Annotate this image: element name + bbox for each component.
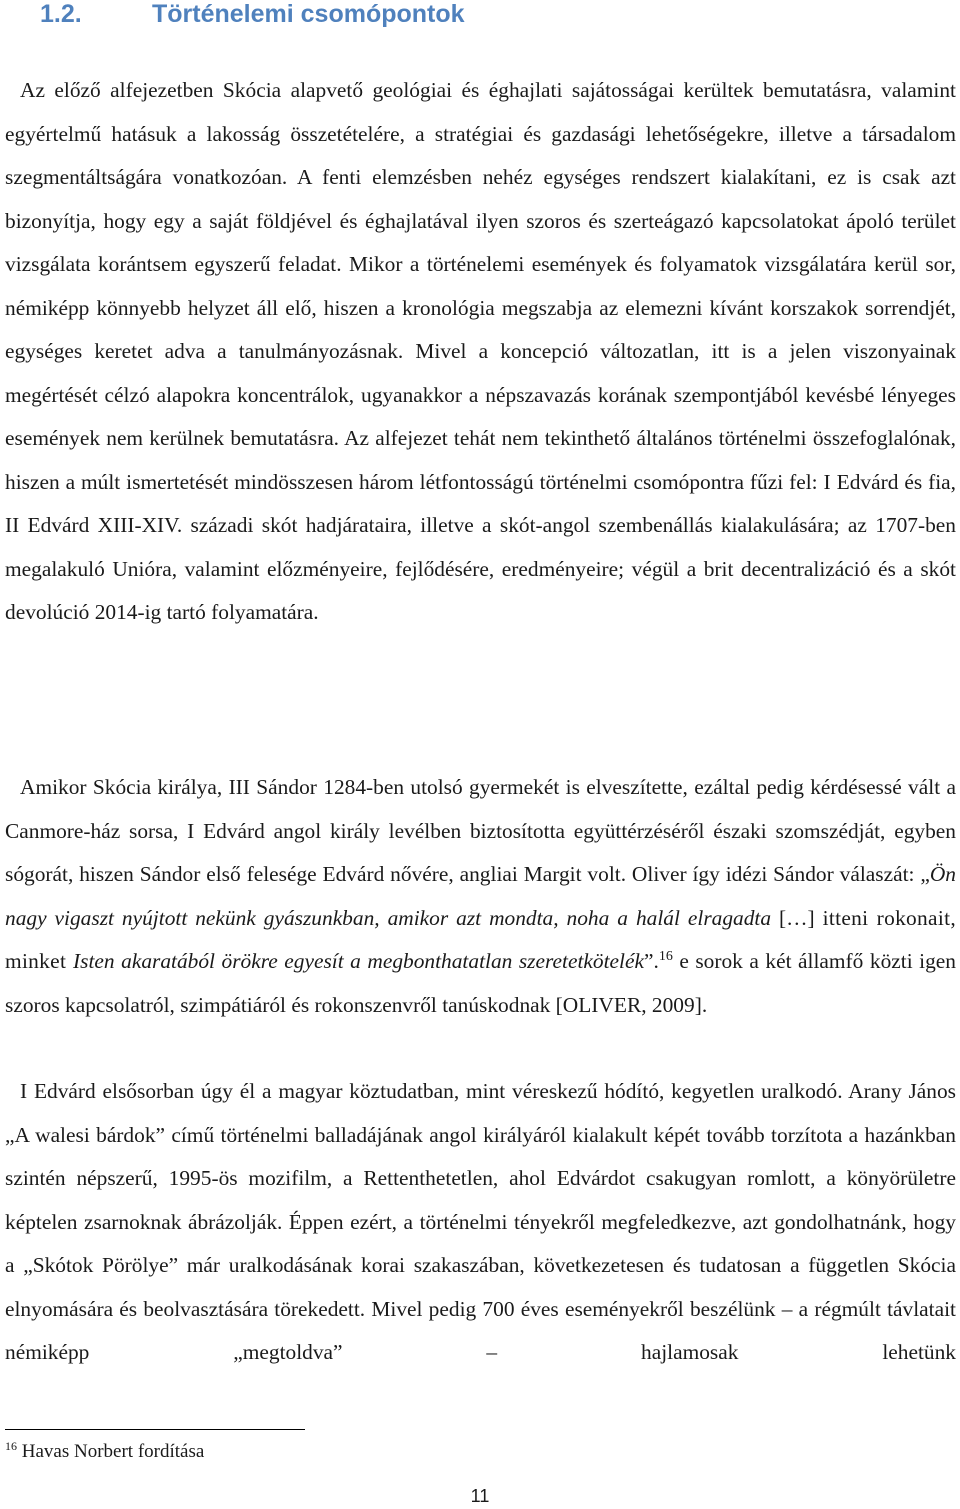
section-heading [40, 0, 465, 28]
footnote-separator [5, 1429, 305, 1430]
footnote-text: Havas Norbert fordítása [17, 1441, 205, 1462]
page-number: 11 [470, 1486, 490, 1506]
paragraph-edward-text: I Edvárd elsősorban úgy él a magyar köztudatban, mint véreskezű hódító, kegyetlen uralkodó. Arany János „A walesi bárdok” című történelmi balladájának angol királyáról kialakult képét tovább torzítota a hazánkban szintén népszerű, 1995-ös mozifilm, a Rettenthetetlen, ahol Edvárdot csakugyan romlott, a könyörületre képtelen zsarnoknak ábrázolják. Éppen ezért, a történelmi tényekről megfeledkezve, azt gondolhatnánk, hogy a „Skótok Pörölye” már uralkodásának korai szakaszában, következetesen és tudatosan a független Skócia elnyomására és beolvasztására törekedett. Mivel pedig 700 éves eseményekről beszélünk – a régmúlt távlatait némiképp „megtoldva” – hajlamosak lehetünk [5, 1079, 956, 1364]
quote-close: ”. [643, 949, 659, 973]
quote-text: Isten akaratából örökre egyesít a megbonthatatlan szeretetkötelék [73, 949, 644, 973]
section-number: 1.2. [40, 0, 82, 28]
paragraph-edward [5, 1070, 956, 1375]
footnote-number: 16 [5, 1439, 17, 1453]
paragraph-intro-text: Az előző alfejezetben Skócia alapvető geológiai és éghajlati sajátosságai kerültek bemutatásra, valamint egyértelmű hatásuk a lakosság összetételére, a stratégiai és gazdasági lehetőségekre, illetve a társadalom szegmentáltságára vonatkozóan. A fenti elemzésben nehéz egységes rendszert kialakítani, ez is csak azt bizonyítja, hogy egy a saját földjével és éghajlatával ilyen szoros és szerteágazó kapcsolatokat ápoló terület vizsgálata korántsem egyszerű feladat. Mikor a történelemi események és folyamatok vizsgálatára kerül sor, némiképp könnyebb helyzet áll elő, hiszen a kronológia megszabja az elemezni kívánt korszakok sorrendjét, egységes keretet adva a tanulmányozásnak. Mivel a koncepció változatlan, itt is a jelen viszonyainak megértését célzó alapokra koncentrálok, ugyanakkor a népszavazás korának szempontjából kevésbé lényeges események nem kerülnek bemutatásra. Az alfejezet tehát nem tekinthető általános történelmi összefoglalónak, hiszen a múlt ismertetését mindösszesen három létfontosságú történelmi csomópontra fűzi fel: I Edvárd és fia, II Edvárd XIII-XIV. századi skót hadjárataira, illetve a skót-angol szembenállás kialakulására; az 1707-ben megalakuló Unióra, valamint előzményeire, fejlődésére, eredményeire; végül a brit decentralizáció és a skót devolúció 2014-ig tartó folyamatára. [5, 78, 956, 624]
section-title: Történelemi csomópontok [152, 0, 465, 28]
paragraph-alexander [5, 766, 956, 1027]
paragraph-intro [5, 69, 956, 635]
paragraph-text: e sorok a két államfő közti igen szoros kapcsolatról, szimpátiáról és rokonszenvről tanúskodnak [OLIVER, 2009]. [5, 949, 956, 1017]
footnote-reference[interactable]: 16 [658, 949, 673, 964]
footnote [5, 1440, 204, 1464]
paragraph-text: itteni rokonait, minket [5, 905, 956, 973]
quote-ellipsis: […] [771, 905, 823, 930]
quote-text: Ön nagy vigaszt nyújtott nekünk gyászunkban, amikor azt mondta, noha a halál elragadta [5, 862, 956, 930]
paragraph-text: Amikor Skócia királya, III Sándor 1284-ben utolsó gyermekét is elveszítette, ezáltal pedig kérdésessé vált a Canmore-ház sorsa, I Edvárd angol király levélben biztosította együttérzéséről északi szomszédját, egyben sógorát, hiszen Sándor első felesége Edvárd nővére, angliai Margit volt. Oliver így idézi Sándor válaszát: „ [5, 775, 956, 886]
